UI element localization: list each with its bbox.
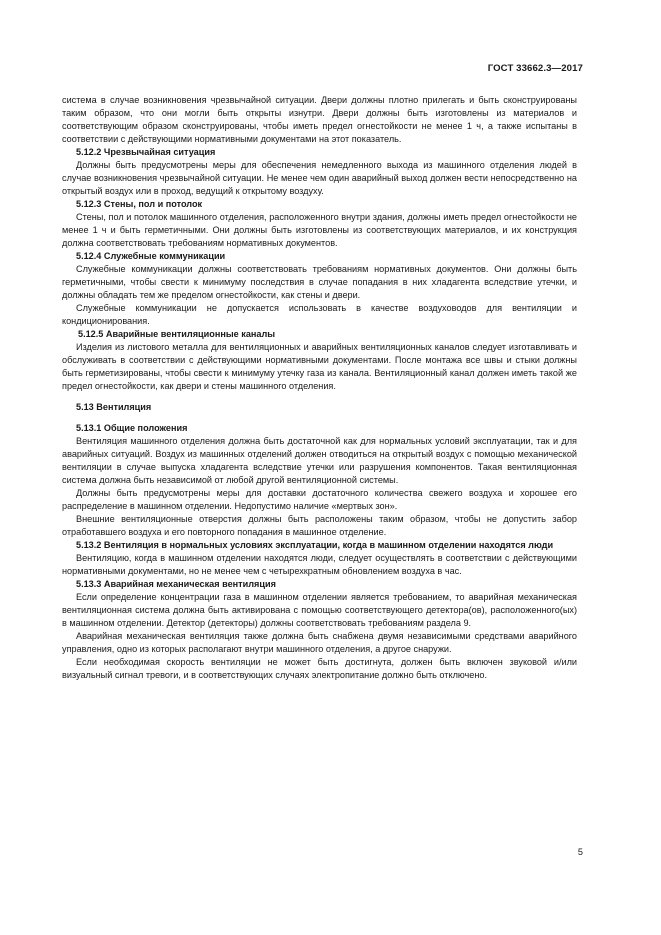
paragraph: Внешние вентиляционные отверстия должны быть расположены таким образом, чтобы не допустить забор отработавшего воздуха и его повторного попадания в машинное отделение. xyxy=(62,514,577,537)
heading-5-12-2: 5.12.2 Чрезвычайная ситуация xyxy=(76,147,216,157)
heading-5-13-2: 5.13.2 Вентиляция в нормальных условиях эксплуатации, когда в машинном отделении находятся люди xyxy=(76,540,554,550)
paragraph-continuation: система в случае возникновения чрезвычайной ситуации. Двери должны плотно прилегать и быть сконструированы таким образом, что они могли быть открыты изнутри. Двери должны быть изготовлены из материалов и соответствующим образом сконструированы, чтобы иметь предел огнестойкости не менее 1 ч, а также испытаны в соответствии с действующими нормативными документами на этот показатель. xyxy=(62,95,577,144)
heading-5-13-1: 5.13.1 Общие положения xyxy=(76,423,188,433)
document-body xyxy=(62,94,577,682)
paragraph: Вентиляцию, когда в машинном отделении находятся люди, следует осуществлять в соответствии с действующими нормативными документами, но не менее чем с четырехкратным обновлением воздуха в час. xyxy=(62,553,577,576)
paragraph: Если определение концентрации газа в машинном отделении является требованием, то аварийная механическая вентиляционная система должна быть активирована с помощью соответствующего детектора(ов), расположенного(ых) в машинном отделении. Детектор (детекторы) должны соответствовать требованиям раздела 9. xyxy=(62,592,577,628)
heading-5-13-3: 5.13.3 Аварийная механическая вентиляция xyxy=(76,579,276,589)
paragraph: Вентиляция машинного отделения должна быть достаточной как для нормальных условий эксплуатации, так и для аварийных ситуаций. Воздух из машинных отделений должен отводиться на открытый воздух с помощью механической вентиляции в случае выпуска хладагента вследствие утечки или разрушения компонентов. Такая вентиляционная система должна быть независимой от любой другой вентиляционной системы. xyxy=(62,436,577,485)
paragraph: Стены, пол и потолок машинного отделения, расположенного внутри здания, должны иметь предел огнестойкости не менее 1 ч и быть герметичными. Они должны быть изготовлены из соответствующих материалов, и их конструкция должна соответствовать требованиям нормативных документов. xyxy=(62,212,577,248)
paragraph: Должны быть предусмотрены меры для обеспечения немедленного выхода из машинного отделения людей в случае возникновения чрезвычайной ситуации. Не менее чем один аварийный выход должен вести непосредственно на открытый воздух или в проход, ведущий к открытому воздуху. xyxy=(62,160,577,196)
heading-5-12-4: 5.12.4 Служебные коммуникации xyxy=(76,251,226,261)
heading-5-12-5: 5.12.5 Аварийные вентиляционные каналы xyxy=(78,329,276,339)
document-code-header: ГОСТ 33662.3—2017 xyxy=(487,63,583,74)
paragraph: Служебные коммуникации не допускается использовать в качестве воздуховодов для вентиляции и кондиционирования. xyxy=(62,303,577,326)
paragraph: Изделия из листового металла для вентиляционных и аварийных вентиляционных каналов следует изготавливать и обслуживать в соответствии с действующими нормативными документами. После монтажа все швы и стыки должны быть герметизированы, чтобы свести к минимуму утечку газа из канала. Вентиляционный канал должен иметь такой же предел огнестойкости, как двери и стены машинного отделения. xyxy=(62,342,577,391)
paragraph: Должны быть предусмотрены меры для доставки достаточного количества свежего воздуха и хорошее его распределение в машинном отделении. Недопустимо наличие «мертвых зон». xyxy=(62,488,577,511)
paragraph: Если необходимая скорость вентиляции не может быть достигнута, должен быть включен звуковой и/или визуальный сигнал тревоги, и в соответствующих случаях электропитание должно быть отключено. xyxy=(62,657,577,680)
paragraph: Аварийная механическая вентиляция также должна быть снабжена двумя независимыми средствами аварийного управления, одно из которых располагают внутри машинного отделения, а другое снаружи. xyxy=(62,631,577,654)
heading-5-12-3: 5.12.3 Стены, пол и потолок xyxy=(76,199,203,209)
page-number: 5 xyxy=(577,847,583,857)
heading-5-13: 5.13 Вентиляция xyxy=(76,402,152,412)
paragraph: Служебные коммуникации должны соответствовать требованиям нормативных документов. Они должны быть герметичными, чтобы свести к минимуму последствия в случае попадания в них хладагента вследствие утечки, и должны обладать тем же пределом огнестойкости, как стены и двери. xyxy=(62,264,577,300)
